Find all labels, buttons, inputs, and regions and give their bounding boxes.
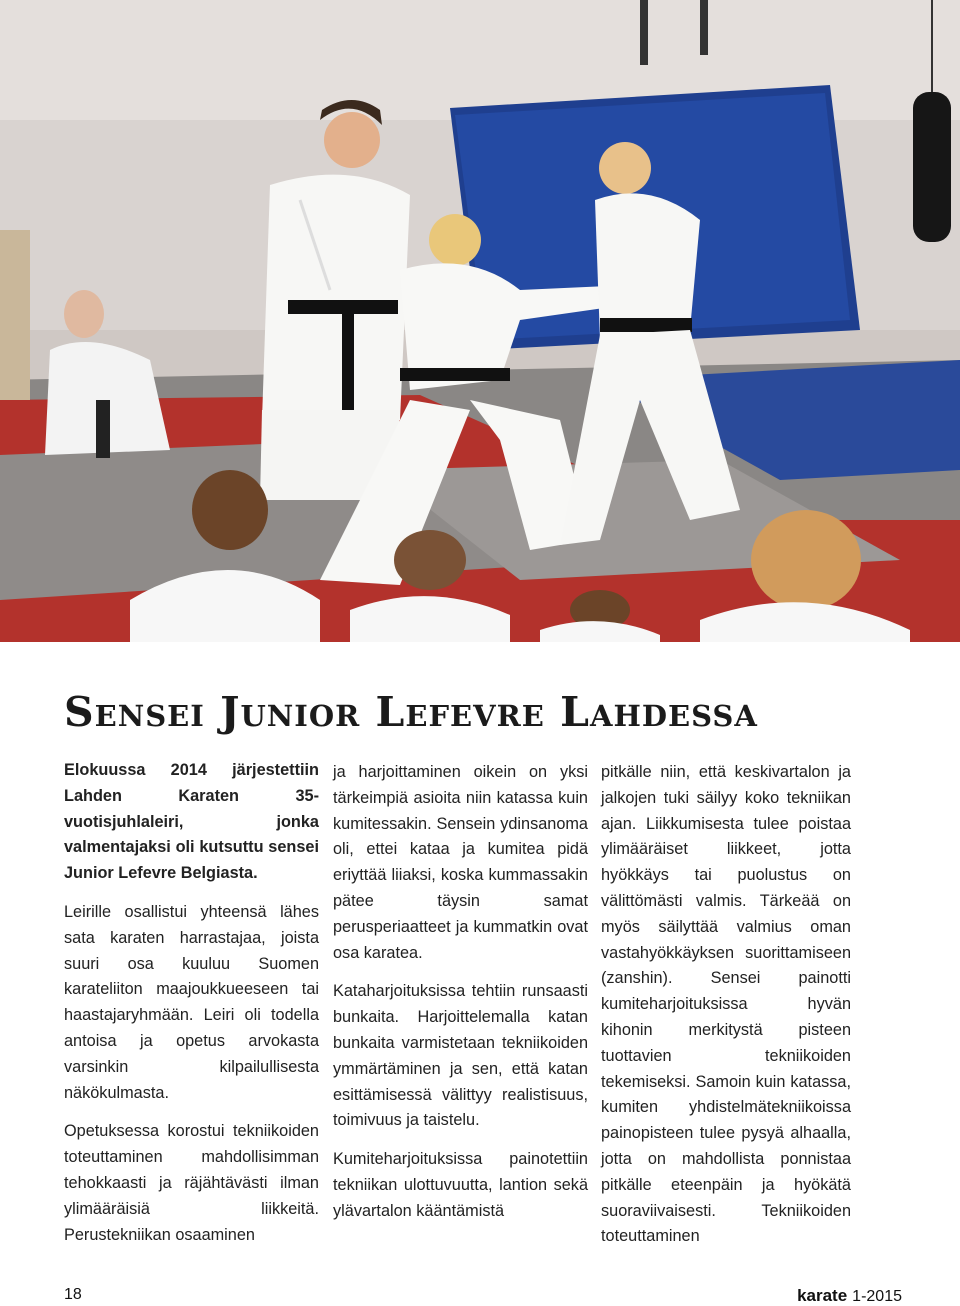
student-head-3 — [751, 510, 861, 610]
lead-paragraph: Elokuussa 2014 järjestettiin Lahden Karaten 35-vuotisjuhlaleiri, jonka valmentajaksi oli kutsuttu sensei Junior Lefevre Belgiasta. — [64, 761, 319, 883]
article-column-2 — [333, 760, 588, 1238]
paragraph: Opetuksessa korostui tekniikoiden toteuttaminen mahdollisimman tehokkaasti ja räjähtävästi ilman ylimääräisiä liikkeitä. Perustekniikan osaaminen — [64, 1122, 319, 1244]
page-number: 18 — [64, 1286, 82, 1303]
paragraph: Kataharjoituksissa tehtiin runsaasti bunkaita. Harjoittelemalla katan bunkaita varmistetaan tekniikoiden ymmärtäminen ja sen, että katan esittämisessä välittyy realistisuus, toimivuus ja taistelu. — [333, 982, 588, 1130]
magazine-footer — [797, 1286, 902, 1306]
student-head-1 — [192, 470, 268, 550]
karate-training-photo — [0, 0, 960, 642]
article-title: Sensei Junior Lefevre Lahdessa — [64, 688, 758, 736]
attacking-karateka — [429, 214, 481, 266]
paragraph: Leirille osallistui yhteensä lähes sata karaten harrastajaa, joista suuri osa kuuluu Suomen karateliiton maajoukkueeseen tai haastajaryhmään. Leiri oli todella antoisa ja opetus arvokasta varsinkin kilpailullisesta näkökulmasta. — [64, 902, 319, 1102]
photo-illustration — [0, 0, 960, 642]
paragraph: ja harjoittaminen oikein on yksi tärkeimpiä asioita niin katassa kuin kumitessakin. Sensein ydinsanoma oli, ettei kataa ja kumitea pidä eriyttää liiaksi, koska kummassakin pätee täysin samat perusperiaatteet ja kummatkin ovat osa karatea. — [333, 763, 588, 962]
student-head-2 — [394, 530, 466, 590]
article-column-3 — [601, 760, 851, 1263]
article-column-1 — [64, 758, 319, 1261]
paragraph: pitkälle niin, että keskivartalon ja jalkojen tuki säilyy koko tekniikan ajan. Liikkumisesta tulee poistaa ylimääräiset liikkeet, jotta hyökkäys tai puolustus on välittömästi valmis. Tärkeää on myös säilyttää valmius oman vastahyökkäyksen suorittamiseen (zanshin). Sensei painotti kumiteharjoituksissa hyvän kihonin merkitystä pisteen tuottavien tekniikoiden tekemiseksi. Samoin kuin katassa, kumiten yhdistelmätekniikoissa painopisteen tulee pysyä alhaalla, jotta on mahdollista ponnistaa pitkälle eteenpäin ja hyökätä suoraviivaisesti. Tekniikoiden toteuttaminen — [601, 763, 851, 1246]
seated-woman — [64, 290, 104, 338]
sensei-figure — [324, 112, 380, 168]
defending-karateka — [599, 142, 651, 194]
paragraph: Kumiteharjoituksissa painotettiin tekniikan ulottuvuutta, lantion sekä ylävartalon kääntämistä — [333, 1150, 588, 1220]
punching-bag — [913, 92, 951, 242]
magazine-name: karate — [797, 1286, 848, 1305]
issue-number: 1-2015 — [852, 1288, 902, 1305]
